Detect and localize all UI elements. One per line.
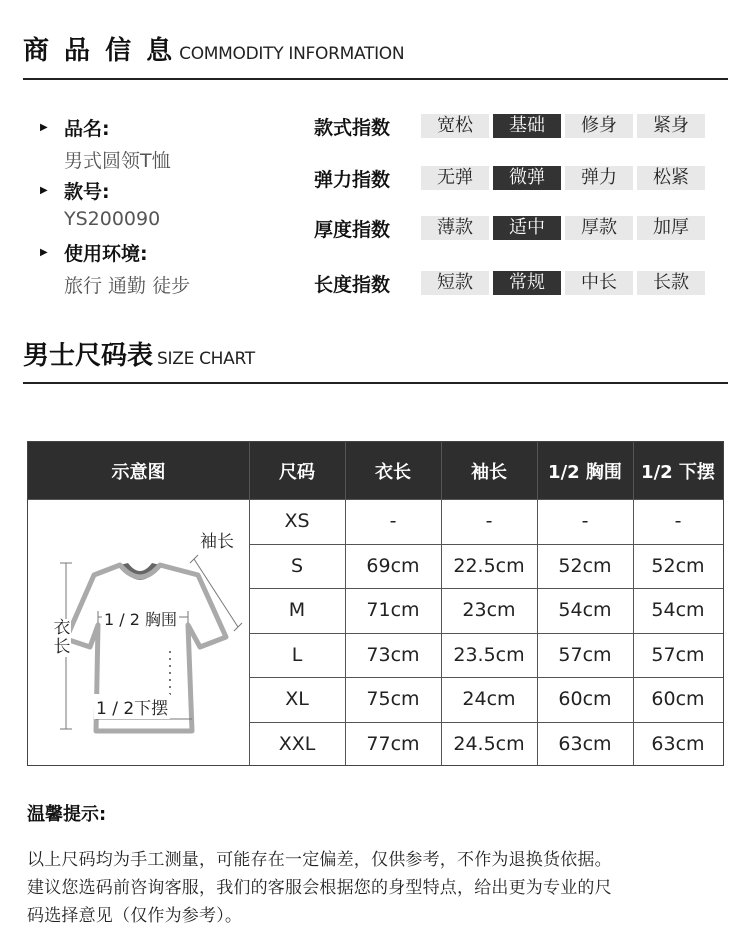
info-label: 品名: [64, 118, 110, 140]
table-row [249, 633, 723, 678]
index-option-selected: 适中 [493, 216, 561, 240]
measure-cell: 54cm [651, 599, 705, 622]
tips-line: 建议您选码前咨询客服，我们的客服会根据您的身型特点，给出更为专业的尺 [27, 878, 612, 898]
measure-cell: 60cm [558, 688, 612, 711]
size-chart-heading [23, 335, 255, 372]
table-row [249, 722, 723, 767]
size-chart-divider [23, 382, 728, 384]
index-label: 款式指数 [314, 117, 391, 139]
diagram-sleeve-label: 袖长 [200, 532, 234, 552]
index-option: 加厚 [637, 216, 705, 240]
size-table [27, 441, 724, 766]
info-label: 使用环境: [64, 243, 148, 265]
measure-cell: - [485, 510, 493, 533]
size-cell: XS [284, 510, 310, 533]
measure-cell: - [674, 510, 682, 533]
measure-cell: - [389, 510, 397, 533]
index-option: 厚款 [565, 216, 633, 240]
index-label: 弹力指数 [314, 169, 391, 191]
index-option: 中长 [565, 271, 633, 295]
size-cell: S [290, 554, 304, 577]
measure-cell: 24cm [462, 688, 516, 711]
table-header-cell: 尺码 [249, 442, 345, 499]
table-header-cell: 1/2 胸围 [537, 442, 633, 499]
size-chart-title-en: SIZE CHART [157, 349, 255, 369]
measure-cell: 22.5cm [453, 554, 525, 577]
index-option: 松紧 [637, 166, 705, 190]
info-label: 款号: [64, 181, 110, 203]
size-cell: XL [285, 688, 309, 711]
measure-cell: 60cm [651, 688, 705, 711]
measure-cell: 69cm [366, 554, 420, 577]
size-chart-title-cn: 男士尺码表 [23, 341, 154, 371]
measure-cell: 57cm [558, 643, 612, 666]
table-row [249, 588, 723, 633]
info-item-name [40, 114, 110, 141]
table-divider [28, 499, 723, 500]
measure-cell: 73cm [366, 643, 420, 666]
index-label: 厚度指数 [314, 219, 391, 241]
tips-line: 以上尺码均为手工测量，可能存在一定偏差，仅供参考，不作为退换货依据。 [27, 850, 612, 870]
measure-cell: 24.5cm [453, 732, 525, 755]
index-option: 修身 [565, 114, 633, 138]
tips-title: 温馨提示: [27, 804, 107, 825]
index-label: 长度指数 [314, 274, 391, 296]
measure-cell: 75cm [366, 688, 420, 711]
info-item-usage [40, 239, 148, 266]
size-cell: M [288, 599, 306, 622]
index-option-selected: 常规 [493, 271, 561, 295]
table-header-cell: 示意图 [28, 442, 249, 499]
index-option: 宽松 [421, 114, 489, 138]
measure-cell: 71cm [366, 599, 420, 622]
commodity-divider [23, 78, 728, 80]
measure-cell: 77cm [366, 732, 420, 755]
info-item-style-no [40, 177, 110, 204]
table-header-cell: 袖长 [441, 442, 537, 499]
measure-cell: 54cm [558, 599, 612, 622]
measure-cell: 63cm [558, 732, 612, 755]
index-option: 无弹 [421, 166, 489, 190]
diagram-length-label: 衣长 [53, 618, 71, 657]
index-option: 短款 [421, 271, 489, 295]
table-row [249, 677, 723, 722]
bullet-icon: ▶ [40, 122, 48, 133]
index-option: 薄款 [421, 216, 489, 240]
commodity-title-cn: 商 品 信 息 [23, 36, 176, 66]
tshirt-diagram [28, 499, 249, 766]
measure-cell: 63cm [651, 732, 705, 755]
measure-cell: 23.5cm [453, 643, 525, 666]
index-option: 紧身 [637, 114, 705, 138]
measure-cell: 23cm [462, 599, 516, 622]
measure-cell: 52cm [651, 554, 705, 577]
table-row [249, 544, 723, 589]
table-header-cell: 1/2 下摆 [633, 442, 723, 499]
diagram-hem-label: 1 / 2下摆 [94, 694, 170, 719]
measure-cell: - [581, 510, 589, 533]
diagram-chest-label: 1 / 2 胸围 [102, 607, 179, 630]
info-value: 男式圆领T恤 [64, 150, 171, 172]
info-value: 旅行 通勤 徒步 [64, 275, 191, 297]
index-option: 长款 [637, 271, 705, 295]
size-cell: XXL [278, 732, 316, 755]
bullet-icon: ▶ [40, 185, 48, 196]
tips-line: 码选择意见（仅作为参考）。 [27, 906, 243, 926]
measure-cell: 57cm [651, 643, 705, 666]
bullet-icon: ▶ [40, 247, 48, 258]
index-option-selected: 基础 [493, 114, 561, 138]
table-row [249, 499, 723, 544]
size-cell: L [291, 643, 303, 666]
index-option: 弹力 [565, 166, 633, 190]
measure-cell: 52cm [558, 554, 612, 577]
commodity-heading [23, 30, 404, 67]
commodity-title-en: COMMODITY INFORMATION [179, 44, 405, 64]
table-header-cell: 衣长 [345, 442, 441, 499]
info-value: YS200090 [64, 208, 161, 230]
index-option-selected: 微弹 [493, 166, 561, 190]
